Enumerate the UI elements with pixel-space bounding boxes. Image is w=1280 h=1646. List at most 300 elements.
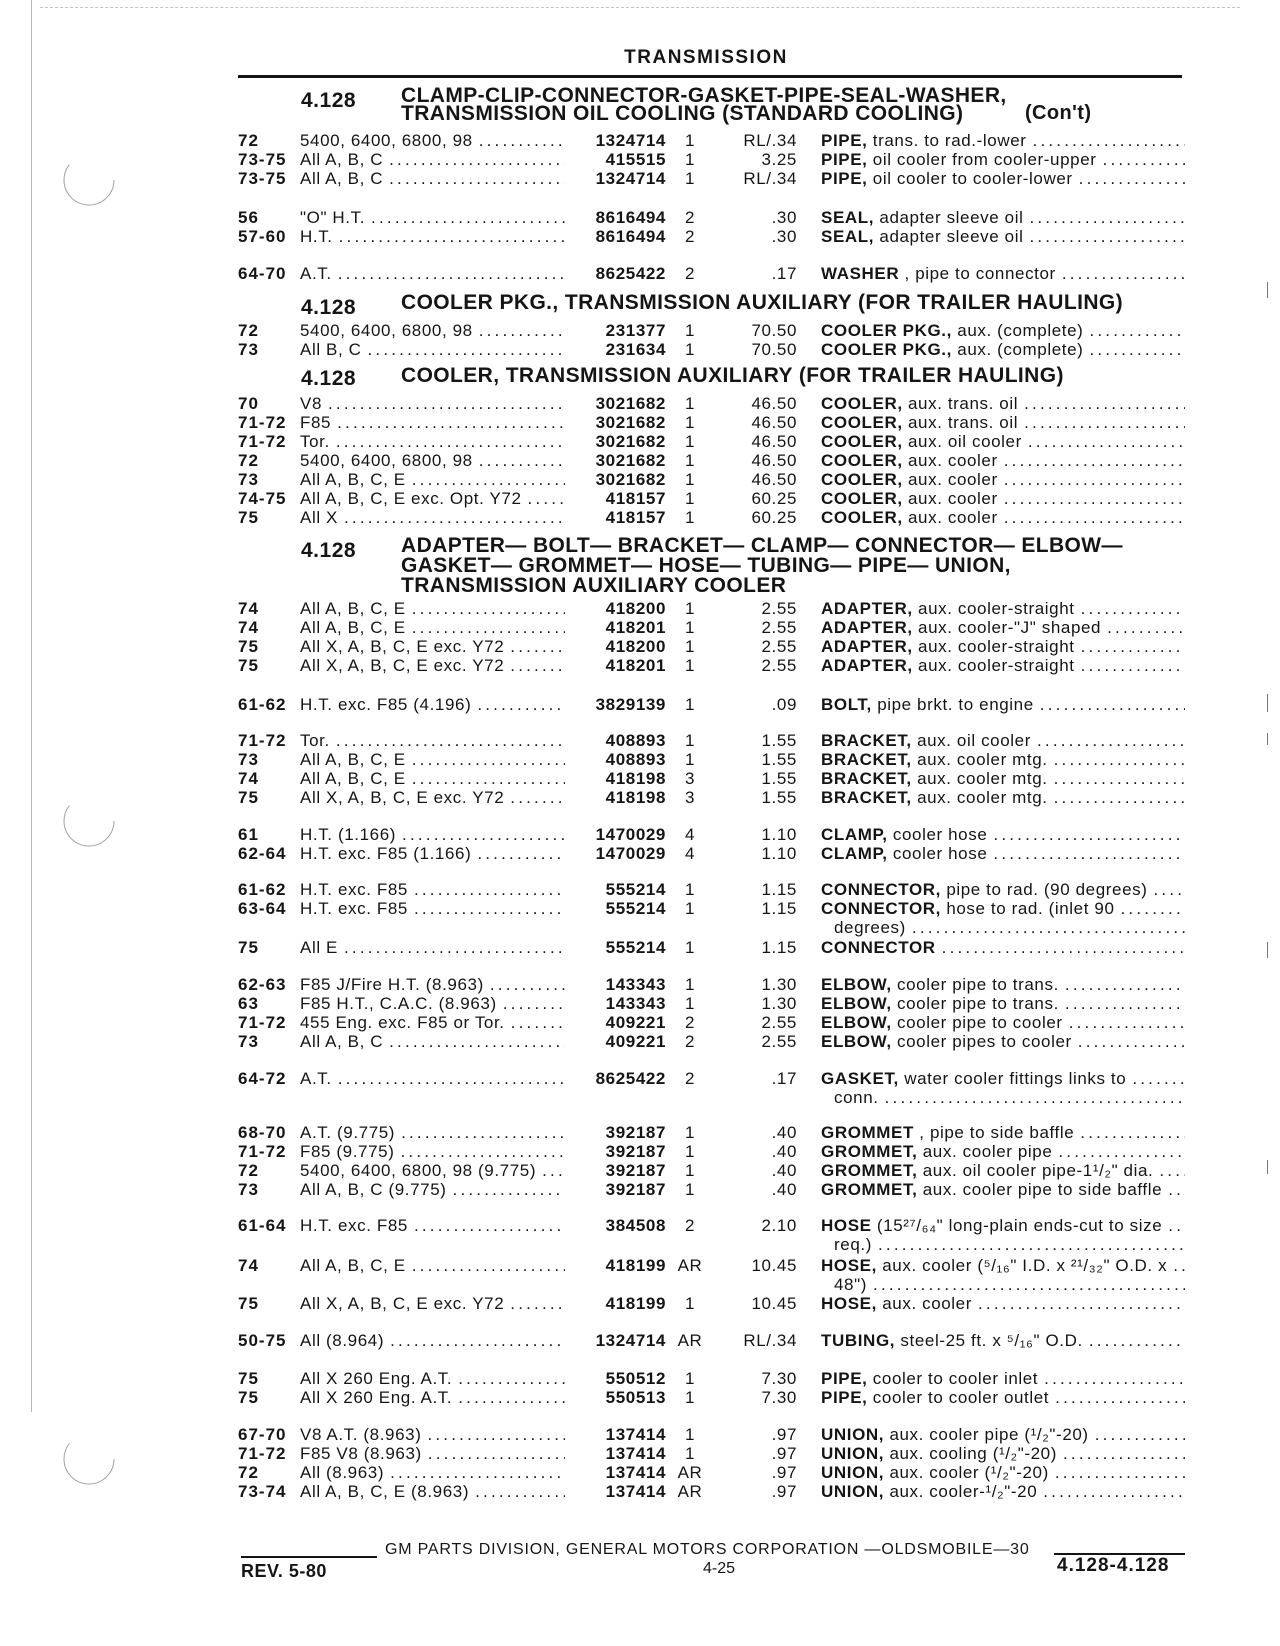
application-text: All X, A, B, C, E exc. Y72	[300, 788, 505, 807]
part-description-continued: conn.	[834, 1088, 879, 1107]
part-detail: aux. cooler	[907, 470, 998, 489]
price: 3.25	[761, 150, 797, 169]
dot-leader	[1075, 656, 1185, 675]
part-description	[821, 618, 1185, 637]
dot-leader	[322, 394, 565, 413]
application	[300, 825, 565, 844]
application	[300, 394, 565, 413]
application-text: All X 260 Eng. A.T.	[300, 1388, 453, 1407]
model-year: 75	[238, 788, 259, 807]
price: 2.55	[761, 618, 797, 637]
section-title	[401, 366, 1064, 386]
model-year: 61	[238, 825, 259, 844]
part-description	[821, 825, 1185, 844]
quantity: 1	[684, 1161, 696, 1180]
part-name: SEAL,	[821, 208, 875, 227]
part-detail: aux. cooler (⁵/₁₆" I.D. x ²¹/₃₂" O.D. x	[882, 1256, 1168, 1275]
application	[300, 844, 565, 863]
section-title-line: ADAPTER— BOLT— BRACKET— CLAMP— CONNECTOR— ELBOW—	[401, 534, 1123, 557]
application	[300, 1388, 565, 1407]
parts-group	[0, 1256, 1280, 1294]
part-name: GROMMET	[821, 1123, 914, 1142]
section-number: 4.128	[301, 89, 357, 112]
quantity: 1	[684, 975, 696, 994]
part-number: 3021682	[595, 451, 666, 470]
part-description	[821, 1369, 1185, 1388]
application-text: All A, B, C, E	[300, 470, 406, 489]
part-number: 409221	[605, 1032, 666, 1051]
model-year: 71-72	[238, 1444, 287, 1463]
price: 1.55	[761, 769, 797, 788]
dot-leader	[408, 1216, 565, 1235]
part-detail: cooler to cooler outlet	[872, 1388, 1050, 1407]
part-description-text	[821, 1369, 1038, 1388]
part-description-text	[821, 880, 1147, 899]
dot-leader	[452, 1388, 565, 1407]
parts-row	[0, 695, 1280, 714]
price: .30	[771, 227, 797, 246]
application-text: 5400, 6400, 6800, 98 (9.775)	[300, 1161, 537, 1180]
part-detail: aux. cooling (¹/₂"-20)	[889, 1444, 1057, 1463]
dot-leader	[504, 637, 565, 656]
dot-leader	[1083, 321, 1185, 340]
application	[300, 880, 565, 899]
application-text: V8	[300, 394, 322, 413]
quantity: 1	[684, 489, 696, 508]
part-name: HOSE,	[821, 1256, 877, 1275]
price: 46.50	[751, 451, 797, 470]
dot-leader	[987, 825, 1185, 844]
quantity: 1	[684, 618, 696, 637]
part-description	[821, 394, 1185, 413]
part-name: CONNECTOR	[821, 938, 936, 957]
model-year: 73	[238, 750, 259, 769]
model-year: 67-70	[238, 1425, 287, 1444]
parts-group	[0, 321, 1280, 359]
part-name: TUBING,	[821, 1331, 896, 1350]
part-description-text	[821, 451, 998, 470]
quantity: 4	[684, 844, 696, 863]
part-description	[821, 1013, 1185, 1032]
price: 10.45	[751, 1256, 797, 1275]
model-year: 71-72	[238, 432, 287, 451]
part-detail: cooler pipe to trans.	[896, 994, 1059, 1013]
part-detail: aux. cooler	[907, 508, 998, 527]
part-number: 231377	[605, 321, 666, 340]
application-text: H.T. exc. F85 (1.166)	[300, 844, 472, 863]
dot-leader	[1052, 1142, 1185, 1161]
part-description	[821, 599, 1185, 618]
part-number: 1470029	[595, 844, 666, 863]
part-name: CONNECTOR,	[821, 899, 941, 918]
part-number: 418200	[605, 599, 666, 618]
part-number: 555214	[605, 899, 666, 918]
price: .17	[771, 264, 797, 283]
model-year: 71-72	[238, 1142, 287, 1161]
parts-row	[0, 1369, 1280, 1388]
part-detail: water cooler fittings links to	[904, 1069, 1127, 1088]
part-description-text	[821, 750, 1048, 769]
model-year: 64-72	[238, 1069, 287, 1088]
dot-leader	[1089, 1425, 1185, 1444]
application	[300, 1463, 565, 1482]
parts-row	[0, 1294, 1280, 1313]
parts-row	[0, 1180, 1280, 1199]
dot-leader	[1048, 788, 1185, 807]
dot-leader	[867, 1275, 1185, 1294]
part-number: 418200	[605, 637, 666, 656]
part-detail: oil cooler to cooler-lower	[872, 169, 1073, 188]
section-number: 4.128	[301, 539, 357, 562]
dot-leader	[1147, 880, 1185, 899]
part-name: COOLER,	[821, 451, 903, 470]
part-name: BRACKET,	[821, 788, 912, 807]
part-description-text	[821, 1161, 1153, 1180]
dot-leader	[972, 1294, 1185, 1313]
dot-leader	[406, 599, 565, 618]
section-title	[401, 293, 1123, 313]
part-detail: aux. cooler	[882, 1294, 972, 1313]
part-number: 8616494	[595, 227, 666, 246]
part-name: BRACKET,	[821, 769, 912, 788]
revision-label: REV. 5-80	[241, 1561, 327, 1581]
parts-group	[0, 1216, 1280, 1254]
application-text: 5400, 6400, 6800, 98	[300, 321, 473, 340]
application-text: All (8.964)	[300, 1331, 385, 1350]
dot-leader	[473, 321, 565, 340]
dot-leader	[1101, 618, 1185, 637]
part-detail: cooler pipe to cooler	[896, 1013, 1063, 1032]
part-number: 418157	[605, 489, 666, 508]
part-description-text	[821, 599, 1075, 618]
application-text: All X 260 Eng. A.T.	[300, 1369, 453, 1388]
part-name: HOSE,	[821, 1294, 877, 1313]
parts-row	[0, 508, 1280, 527]
part-number: 392187	[605, 1180, 666, 1199]
parts-row	[0, 1013, 1280, 1032]
dot-leader	[383, 1032, 565, 1051]
part-description	[821, 1444, 1185, 1463]
parts-row	[0, 825, 1280, 844]
dot-leader	[469, 1482, 565, 1501]
part-name: GROMMET,	[821, 1180, 918, 1199]
part-number: 1324714	[595, 169, 666, 188]
price: 46.50	[751, 432, 797, 451]
part-name: ADAPTER,	[821, 618, 913, 637]
price: 2.55	[761, 1032, 797, 1051]
quantity: 2	[684, 264, 696, 283]
parts-row	[0, 451, 1280, 470]
application	[300, 413, 565, 432]
part-number: 418199	[605, 1256, 666, 1275]
quantity: 1	[684, 1123, 696, 1142]
part-description	[821, 1216, 1185, 1235]
price: 1.15	[761, 899, 797, 918]
application-text: 5400, 6400, 6800, 98	[300, 131, 473, 150]
part-detail: aux. cooler	[907, 489, 998, 508]
quantity: 2	[684, 1216, 696, 1235]
dot-leader	[1048, 769, 1185, 788]
application	[300, 451, 565, 470]
part-name: COOLER,	[821, 432, 903, 451]
section-range: 4.128-4.128	[1057, 1555, 1170, 1576]
dot-leader	[1074, 1123, 1185, 1142]
part-description	[821, 938, 1185, 957]
dot-leader	[1083, 340, 1185, 359]
part-detail: , pipe to side baffle	[919, 1123, 1075, 1142]
part-name: PIPE,	[821, 150, 868, 169]
parts-group	[0, 1069, 1280, 1107]
part-detail: aux. cooler pipe	[922, 1142, 1053, 1161]
model-year: 75	[238, 938, 259, 957]
application	[300, 1032, 565, 1051]
model-year: 75	[238, 637, 259, 656]
dot-leader	[395, 1123, 565, 1142]
parts-row	[0, 599, 1280, 618]
part-description	[821, 899, 1185, 918]
quantity: 1	[684, 321, 696, 340]
section-title-line: COOLER PKG., TRANSMISSION AUXILIARY (FOR TRAILER HAULING)	[401, 291, 1124, 314]
part-detail: aux. cooler mtg.	[917, 788, 1048, 807]
section-title-line: GASKET— GROMMET— HOSE— TUBING— PIPE— UNION,	[401, 554, 1011, 577]
part-description	[821, 1256, 1185, 1275]
model-year: 57-60	[238, 227, 287, 246]
part-detail: aux. cooler-¹/₂"-20	[889, 1482, 1038, 1501]
dot-leader	[383, 150, 565, 169]
parts-row	[0, 975, 1280, 994]
dot-leader	[396, 825, 565, 844]
price: .97	[771, 1425, 797, 1444]
parts-group	[0, 825, 1280, 863]
part-number: 231634	[605, 340, 666, 359]
quantity: 1	[684, 451, 696, 470]
parts-group	[0, 599, 1280, 675]
dot-leader	[452, 1369, 565, 1388]
application	[300, 599, 565, 618]
section-title-line: TRANSMISSION AUXILIARY COOLER	[401, 574, 787, 597]
application-text: Tor.	[300, 731, 330, 750]
dot-leader	[406, 750, 565, 769]
part-name: UNION,	[821, 1444, 885, 1463]
price: RL/.34	[743, 131, 797, 150]
quantity: 2	[684, 1032, 696, 1051]
application-text: "O" H.T.	[300, 208, 366, 227]
dot-leader	[504, 788, 565, 807]
dot-leader	[422, 1444, 565, 1463]
part-number: 550513	[605, 1388, 666, 1407]
part-detail: cooler hose	[892, 844, 988, 863]
application-text: All B, C	[300, 340, 362, 359]
part-description-text	[821, 695, 1034, 714]
price: 7.30	[761, 1369, 797, 1388]
quantity: AR	[677, 1331, 703, 1350]
quantity: AR	[677, 1482, 703, 1501]
part-detail: oil cooler from cooler-upper	[872, 150, 1097, 169]
model-year: 71-72	[238, 1013, 287, 1032]
model-year: 72	[238, 1161, 259, 1180]
part-name: CONNECTOR,	[821, 880, 941, 899]
application-text: All A, B, C	[300, 150, 384, 169]
part-detail: aux. trans. oil	[907, 413, 1019, 432]
part-number: 418201	[605, 618, 666, 637]
quantity: 1	[684, 599, 696, 618]
part-detail: aux. cooler-straight	[918, 637, 1075, 656]
part-description	[821, 1142, 1185, 1161]
parts-row	[0, 994, 1280, 1013]
application-text: All E	[300, 938, 338, 957]
page-title: TRANSMISSION	[624, 47, 788, 68]
part-number: 555214	[605, 938, 666, 957]
dot-leader	[504, 1294, 565, 1313]
part-name: HOSE	[821, 1216, 872, 1235]
price: .30	[771, 208, 797, 227]
price: .09	[771, 695, 797, 714]
dot-leader	[998, 451, 1185, 470]
part-description-text	[821, 769, 1048, 788]
application	[300, 1369, 565, 1388]
parts-row	[0, 1256, 1280, 1275]
dot-leader	[1075, 637, 1185, 656]
part-name: GROMMET,	[821, 1161, 918, 1180]
parts-row-continuation	[0, 1275, 1280, 1294]
model-year: 61-62	[238, 695, 287, 714]
application-text: H.T. (1.166)	[300, 825, 397, 844]
part-name: GASKET,	[821, 1069, 899, 1088]
price: .17	[771, 1069, 797, 1088]
part-description	[821, 131, 1185, 150]
application	[300, 1123, 565, 1142]
part-detail: aux. cooler-"J" shaped	[918, 618, 1102, 637]
parts-group	[0, 880, 1280, 937]
parts-row	[0, 938, 1280, 957]
part-description	[821, 1482, 1185, 1501]
model-year: 74	[238, 769, 259, 788]
price: 2.55	[761, 1013, 797, 1032]
dot-leader	[1072, 1032, 1185, 1051]
part-name: SEAL,	[821, 227, 875, 246]
dot-leader	[1075, 599, 1185, 618]
model-year: 71-72	[238, 413, 287, 432]
part-number: 1324714	[595, 131, 666, 150]
quantity: 1	[684, 131, 696, 150]
parts-group	[0, 1294, 1280, 1313]
application	[300, 1482, 565, 1501]
part-detail: aux. (complete)	[957, 340, 1084, 359]
price: 70.50	[751, 321, 797, 340]
parts-row	[0, 470, 1280, 489]
part-name: BRACKET,	[821, 731, 912, 750]
application-text: All X, A, B, C, E exc. Y72	[300, 1294, 505, 1313]
application	[300, 470, 565, 489]
part-description	[834, 1275, 1185, 1294]
quantity: 2	[684, 227, 696, 246]
parts-row-continuation	[0, 1235, 1280, 1254]
parts-row	[0, 1123, 1280, 1142]
quantity: 1	[684, 637, 696, 656]
part-description	[821, 150, 1185, 169]
parts-row	[0, 618, 1280, 637]
part-description-text	[821, 321, 1083, 340]
dot-leader	[1126, 1069, 1185, 1088]
part-description-text	[821, 264, 1056, 283]
dot-leader	[1167, 1256, 1185, 1275]
dot-leader	[333, 227, 565, 246]
dot-leader	[1083, 1331, 1185, 1350]
dot-leader	[998, 470, 1185, 489]
part-number: 137414	[605, 1425, 666, 1444]
part-description-text	[821, 899, 1115, 918]
part-description-text	[821, 432, 1022, 451]
section-number: 4.128	[301, 296, 357, 319]
part-description-text	[821, 1256, 1167, 1275]
part-description-text	[821, 131, 1027, 150]
dot-leader	[447, 1180, 565, 1199]
price: .97	[771, 1444, 797, 1463]
application	[300, 131, 565, 150]
part-description	[821, 227, 1185, 246]
application	[300, 150, 565, 169]
part-name: BOLT,	[821, 695, 872, 714]
part-name: ELBOW,	[821, 1032, 892, 1051]
part-description-text	[821, 227, 1023, 246]
part-description	[821, 731, 1185, 750]
price: 1.10	[761, 825, 797, 844]
price: 1.10	[761, 844, 797, 863]
application	[300, 340, 565, 359]
part-description-text	[821, 1463, 1049, 1482]
part-description	[821, 788, 1185, 807]
model-year: 72	[238, 451, 259, 470]
dot-leader	[330, 731, 565, 750]
parts-row-continuation	[0, 918, 1280, 937]
parts-group	[0, 208, 1280, 246]
model-year: 73	[238, 1032, 259, 1051]
part-description-text	[821, 489, 998, 508]
quantity: 1	[684, 750, 696, 769]
quantity: 3	[684, 788, 696, 807]
part-number: 143343	[605, 994, 666, 1013]
dot-leader	[1023, 208, 1185, 227]
parts-row	[0, 880, 1280, 899]
dot-leader	[473, 131, 565, 150]
price: 2.10	[761, 1216, 797, 1235]
parts-row	[0, 844, 1280, 863]
part-detail: aux. oil cooler	[917, 731, 1031, 750]
part-name: COOLER,	[821, 470, 903, 489]
part-description-text	[821, 938, 936, 957]
price: .40	[771, 1142, 797, 1161]
application	[300, 1256, 565, 1275]
part-description	[821, 844, 1185, 863]
parts-row	[0, 769, 1280, 788]
dot-leader	[338, 938, 565, 957]
price: 46.50	[751, 394, 797, 413]
part-description	[821, 470, 1185, 489]
application	[300, 769, 565, 788]
application	[300, 1069, 565, 1088]
model-year: 74	[238, 599, 259, 618]
parts-row	[0, 150, 1280, 169]
model-year: 62-63	[238, 975, 287, 994]
parts-row	[0, 1425, 1280, 1444]
parts-row	[0, 899, 1280, 918]
part-number: 1324714	[595, 1331, 666, 1350]
part-description-text	[821, 1425, 1089, 1444]
dot-leader	[1162, 1216, 1185, 1235]
part-description	[821, 994, 1185, 1013]
dot-leader	[471, 695, 565, 714]
model-year: 74	[238, 1256, 259, 1275]
